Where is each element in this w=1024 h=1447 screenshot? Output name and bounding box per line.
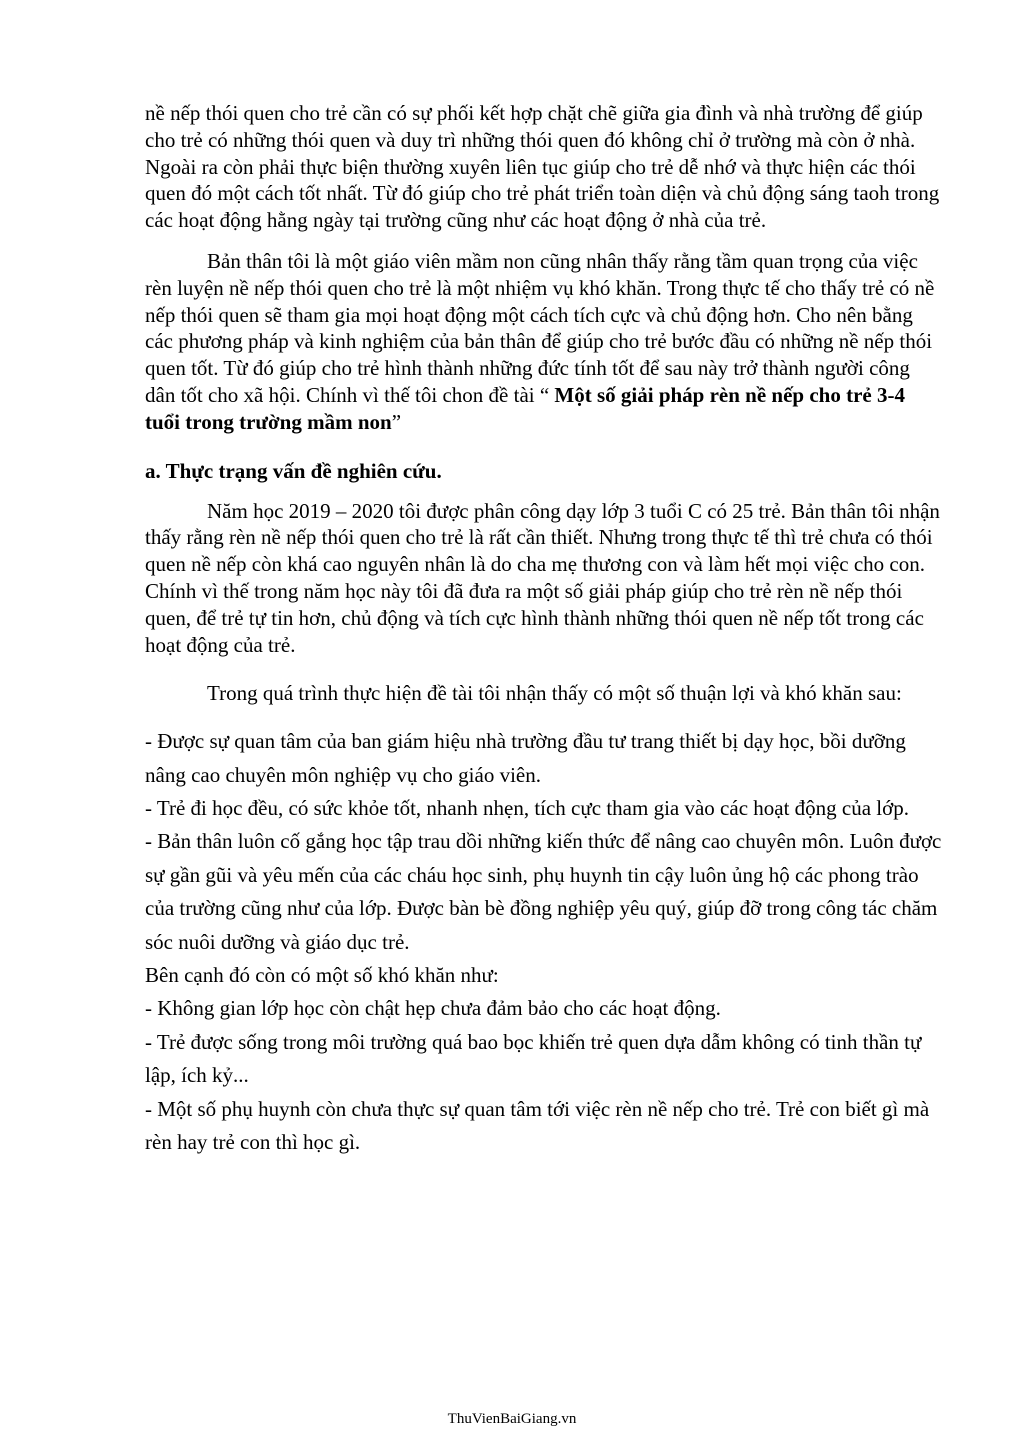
paragraph-advantages-intro: Trong quá trình thực hiện đề tài tôi nhận thấy có một số thuận lợi và khó khăn sau: xyxy=(207,681,902,706)
list-item: - Được sự quan tâm của ban giám hiệu nhà trường đầu tư trang thiết bị dạy học, bồi dưỡng nâng cao chuyên môn nghiệp vụ cho giáo viên. xyxy=(145,729,906,787)
advantages-difficulties-list xyxy=(145,725,945,1159)
topic-title: Một số giải pháp rèn nề nếp cho trẻ 3-4 tuổi trong trường mầm non xyxy=(145,382,905,434)
list-item: - Trẻ được sống trong môi trường quá bao bọc khiến trẻ quen dựa dẫm không có tinh thần tự lập, ích kỷ... xyxy=(145,1029,922,1088)
list-item: Bên cạnh đó còn có một số khó khăn như: xyxy=(145,962,499,987)
closing-quote: ” xyxy=(391,409,402,434)
paragraph-self-reflection xyxy=(145,248,945,436)
list-item: - Một số phụ huynh còn chưa thực sự quan tâm tới việc rèn nề nếp cho trẻ. Trẻ con biết gì mà rèn hay trẻ con thì học gì. xyxy=(145,1096,930,1155)
list-item: - Trẻ đi học đều, có sức khỏe tốt, nhanh nhẹn, tích cực tham gia vào các hoạt động của lớp. xyxy=(145,795,909,820)
document-body xyxy=(145,100,945,1159)
list-item: - Bản thân luôn cố gắng học tập trau dồi những kiến thức để nâng cao chuyên môn. Luôn được sự gần gũi và yêu mến của các cháu học sinh, phụ huynh tin cậy luôn ủng hộ các phong trào của trường cũng như của lớp. Được bàn bè đồng nghiệp yêu quý, giúp đỡ trong công tác chăm sóc nuôi dưỡng và giáo dục trẻ. xyxy=(145,829,942,954)
list-item: - Không gian lớp học còn chật hẹp chưa đảm bảo cho các hoạt động. xyxy=(145,996,721,1021)
paragraph-school-year: Năm học 2019 – 2020 tôi được phân công dạy lớp 3 tuổi C có 25 trẻ. Bản thân tôi nhận thấy rằng rèn nề nếp thói quen cho trẻ là rất cần thiết. Nhưng trong thực tế thì trẻ chưa có thói quen nề nếp còn khá cao nguyên nhân là do cha mẹ thương con và làm hết mọi việc cho con. Chính vì thế trong năm học này tôi đã đưa ra một số giải pháp giúp cho trẻ rèn nề nếp thói quen, để trẻ tự tin hơn, chủ động và tích cực hình thành những thói quen nề nếp tốt trong các hoạt động của trẻ. xyxy=(145,498,940,657)
paragraph-intro-continued: nề nếp thói quen cho trẻ cần có sự phối kết hợp chặt chẽ giữa gia đình và nhà trường để giúp cho trẻ có những thói quen và duy trì những thói quen đó không chỉ ở trường mà còn ở nhà. Ngoài ra còn phải thực biện thường xuyên liên tục giúp cho trẻ dễ nhớ và thực hiện các thói quen đó một cách tốt nhất. Từ đó giúp cho trẻ phát triển toàn diện và chủ động sáng taoh trong các hoạt động hằng ngày tại trường cũng như các hoạt động ở nhà của trẻ. xyxy=(145,101,940,233)
paragraph-self-reflection-text: Bản thân tôi là một giáo viên mầm non cũng nhân thấy rằng tầm quan trọng của việc rèn luyện nề nếp thói quen cho trẻ là một nhiệm vụ khó khăn. Trong thực tế cho thấy trẻ có nề nếp thói quen sẽ tham gia mọi hoạt động một cách tích cực và chủ động hơn. Cho nên bằng các phương pháp và kinh nghiệm của bản thân để giúp cho trẻ bước đầu có những nề nếp thói quen tốt. Từ đó giúp cho trẻ hình thành những đức tính tốt để sau này trở thành người công dân tốt cho xã hội. Chính vì thế tôi chon đề tài “ xyxy=(145,248,935,407)
section-heading-a: a. Thực trạng vấn đề nghiên cứu. xyxy=(145,458,442,483)
page-footer: ThuVienBaiGiang.vn xyxy=(447,1411,577,1427)
